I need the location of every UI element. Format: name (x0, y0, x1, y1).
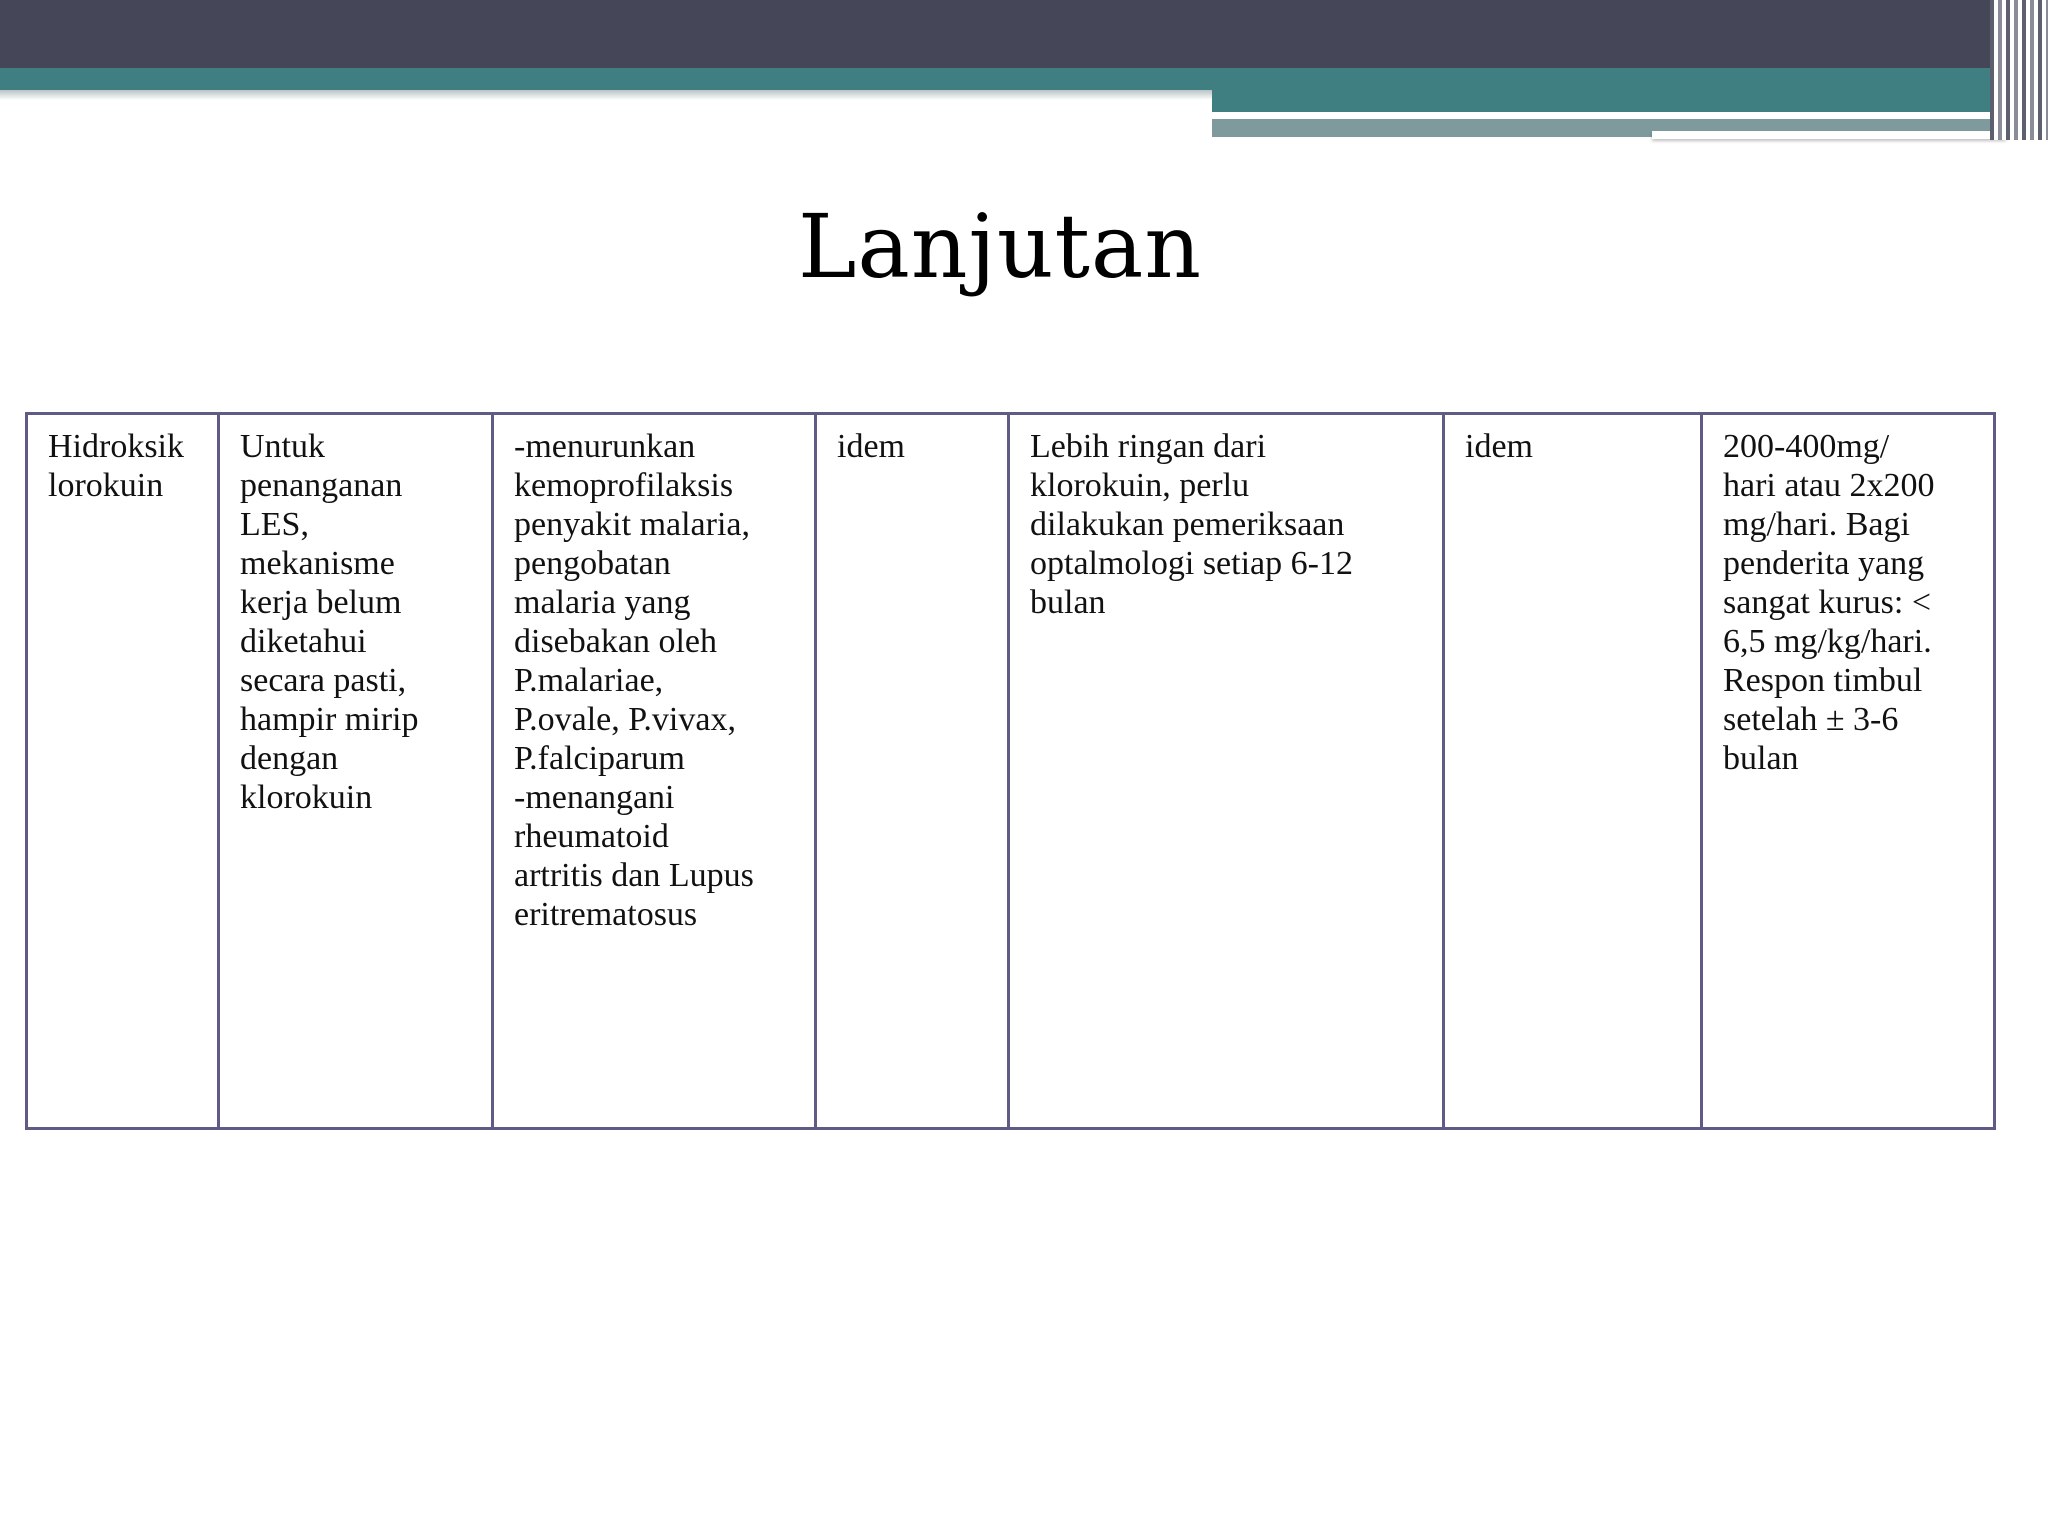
header-accent-line-lower (1652, 131, 2006, 139)
table-row (27, 414, 1995, 1129)
header-accent-line (1212, 112, 1896, 119)
cell-indication: -menurunkan kemoprofilaksis penyakit malaria, pengobatan malaria yang disebakan oleh P.malariae, P.ovale, P.vivax, P.falciparum -menangani rheumatoid artritis dan Lupus eritrematosus (493, 414, 816, 1129)
header-band-teal (0, 68, 1990, 90)
header-band-shadow (0, 90, 1212, 100)
header-band-step (1212, 90, 1990, 112)
slide-title: Lanjutan (797, 195, 1203, 298)
cell-drug-name: Hidroksik lorokuin (27, 414, 219, 1129)
cell-side-effects: Lebih ringan dari klorokuin, perlu dilakukan pemeriksaan optalmologi setiap 6-12 bulan (1009, 414, 1444, 1129)
cell-column-4: idem (816, 414, 1009, 1129)
cell-mechanism: Untuk penanganan LES, mekanisme kerja belum diketahui secara pasti, hampir mirip dengan klorokuin (219, 414, 493, 1129)
cell-column-6: idem (1444, 414, 1702, 1129)
drug-info-table (25, 412, 1996, 1130)
header-band-dark (0, 0, 1990, 68)
header-edge-stripes (1990, 0, 2048, 140)
cell-dosage: 200-400mg/ hari atau 2x200 mg/hari. Bagi penderita yang sangat kurus: < 6,5 mg/kg/hari. Respon timbul setelah ± 3-6 bulan (1702, 414, 1995, 1129)
